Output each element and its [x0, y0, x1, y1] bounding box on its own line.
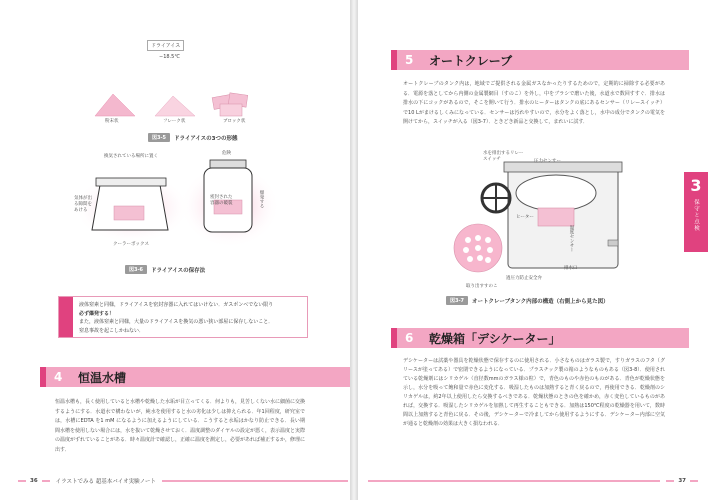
- cooler-ice: [114, 206, 144, 220]
- block-3: [220, 104, 242, 116]
- page-gutter: [350, 0, 358, 500]
- section-title: 恒温水槽: [78, 370, 127, 385]
- heater-label: ヒーター: [516, 215, 534, 220]
- cooler-lid: [96, 178, 166, 186]
- footer-line: [368, 480, 660, 482]
- footer-line: [666, 480, 674, 482]
- section-title: 乾燥箱「デシケーター」: [429, 331, 561, 346]
- book-title: イラストでみる 超基本バイオ実験ノート: [55, 479, 156, 485]
- gap-label: 気体が出る隙間をあける: [74, 196, 92, 213]
- jar-label: 密封された容器の破裂: [210, 195, 233, 206]
- fig-title: ドライアイスの3つの形態: [174, 135, 238, 142]
- fig-title: ドライアイスの保存法: [151, 267, 206, 274]
- warning-note: [58, 296, 308, 338]
- block-label: ブロック状: [223, 119, 246, 124]
- dry-ice-tag: ドライアイス: [147, 40, 184, 51]
- fig-number: 図3-7: [446, 296, 468, 305]
- section-6-body: デシケーターは試薬や器具を乾燥状態で保存するのに使用される．小さなものはガラス製で，すりガラスのフタ（グリースが塗ってある）で密閉できるようになっている．プラスチック製の箱のようなものもある（図3-8）．使用されている乾燥剤にはシリカゲル（直径数mmのガラス様の粒）で，青色のものや赤色のものがある．青色が乾燥状態を示し，水分を吸って飽和量で赤色に変化する．吸湿したものは加熱すると青く戻るので，再使用できる．乾燥剤のシリカゲルは，約2年以上使用したら交換するべきである．乾燥状態のときの色を確かめ，赤く変色しているものがあれば，交換する．吸湿したシリカゲルを加熱して再生することもできる．加熱は150℃程度の乾燥器を用いて，数時間以上加熱すると青色に戻る．その後，デシケーターで冷ましてから使用するようにする．デシケーター内部に空気が通ると乾燥剤の効果は大きく損なわれる．: [403, 358, 665, 427]
- left-footer: [18, 476, 348, 486]
- note-tag: [59, 297, 73, 337]
- relay-switch-label: 水を排出するリレースイッチ: [483, 151, 524, 162]
- note-line-2: 必ず爆発する！: [79, 310, 115, 317]
- dry-ice-forms: [85, 64, 265, 124]
- section-5-header: [391, 50, 689, 70]
- temp-sensor-label: 温度センサー: [569, 225, 574, 252]
- figure-3-5: [85, 36, 265, 124]
- page-number: 37: [678, 478, 686, 484]
- fig-number: 図3-5: [148, 133, 170, 142]
- footer-line: [18, 480, 26, 482]
- flake-pile: [155, 96, 195, 116]
- chapter-label: 保守と点検: [693, 199, 699, 232]
- fig-3-6-caption: [125, 265, 205, 274]
- autoclave-top: [504, 162, 622, 172]
- pressure-sensor-label: 圧力センサー: [534, 159, 561, 164]
- chapter-number: 3: [690, 176, 702, 195]
- powder-label: 粉末状: [105, 119, 119, 124]
- heater-coil: [538, 208, 574, 226]
- fig-number: 図3-6: [125, 265, 147, 274]
- left-page: [0, 0, 350, 500]
- footer-line: [162, 480, 348, 482]
- footer-line: [690, 480, 698, 482]
- section-6-header: [391, 328, 689, 348]
- danger-label: 危険: [222, 151, 231, 156]
- powder-pile: [95, 94, 135, 116]
- section-5-body: オートクレーブのタンク内は，地域でご提供される金属ガスなかったりするためので，定期的に掃除する必要がある．電源を落としてから内側の金属製網目（すのこ）を外し，中をブラシで磨いた後，水道水で数回すすぐ．排水は排水の下にコックがあるので，そこを開いて行う．排水のヒーターはタンクの底にあるセンサー（リレースイッチ）で10 Lがまけるしくみになっている．センサーは汚れやすいので，水分をよく落とし，水中の成分でタンクの電気を開けてから，スイッチが入る（図3-7）．ときどき新品と交換して，まれいに試す．: [403, 81, 665, 125]
- section-number: 6: [405, 331, 414, 345]
- drain-valve: [608, 240, 618, 246]
- temperature-label: −18.5℃: [159, 54, 180, 60]
- jar-lid: [210, 160, 246, 168]
- page-number: 36: [30, 478, 38, 484]
- cooler-label: クーラーボックス: [113, 242, 149, 247]
- note-text: [79, 301, 303, 335]
- warning-label: 換気されている場所に置く: [104, 154, 158, 159]
- safety-valve-label: 過圧力防止安全弁: [506, 276, 542, 281]
- note-line-4: 窒息事故を起こしかねない．: [79, 327, 145, 334]
- drain-label: 排水口: [564, 266, 578, 271]
- tank-opening: [516, 175, 596, 211]
- footer-line: [42, 480, 50, 482]
- note-line-3: また，液体窒素と同様，大量のドライアイスを換気の悪い狭い部屋に保存しないこと．: [79, 319, 274, 325]
- grate-label: 取り出すすのこ: [466, 284, 498, 289]
- right-page: [358, 0, 708, 500]
- fig-3-5-caption: [148, 133, 238, 142]
- explode-label: 爆発する: [259, 190, 264, 208]
- section-4-header: [40, 367, 351, 387]
- section-4-body: 恒温水槽も，長く使用していると水槽や乾燥した水垢が目立ってくる．何よりも，見苦しくない水に細菌に交換するようにする．水道水で構わないが，純水を使用すると水の劣化は少しは抑えられる．年1回程度，研究室では，水槽にEDTA を1 mM になるように加えるようにしている．こうすると水垢はかなり防止できる．長い期間水槽を使用しない場合には，水を抜いて乾燥させておく．温度調整のダイヤルの設定が悪く，表示温度と実際の温度がずれていることがある．時々温度計で確認し，正確に温度を測定し，必要があれば補正するか，修理に出す．: [55, 399, 306, 453]
- right-footer: [368, 476, 698, 486]
- section-title: オートクレーブ: [429, 53, 513, 68]
- fig-3-7-caption: [446, 296, 609, 305]
- section-number: 4: [54, 370, 63, 384]
- figure-3-7: [438, 148, 638, 288]
- note-line-1: 液体窒素と同様，ドライアイスを密封容器に入れてはいけない．ガスボンベでない限り: [79, 302, 274, 308]
- flake-label: フレーク状: [163, 119, 186, 124]
- grate-holes: [463, 235, 493, 263]
- figure-3-6: [80, 150, 300, 250]
- chapter-tab: [684, 172, 708, 252]
- fig-title: オートクレーブタンク内部の構造（右側上から見た図）: [472, 298, 609, 305]
- section-number: 5: [405, 53, 414, 67]
